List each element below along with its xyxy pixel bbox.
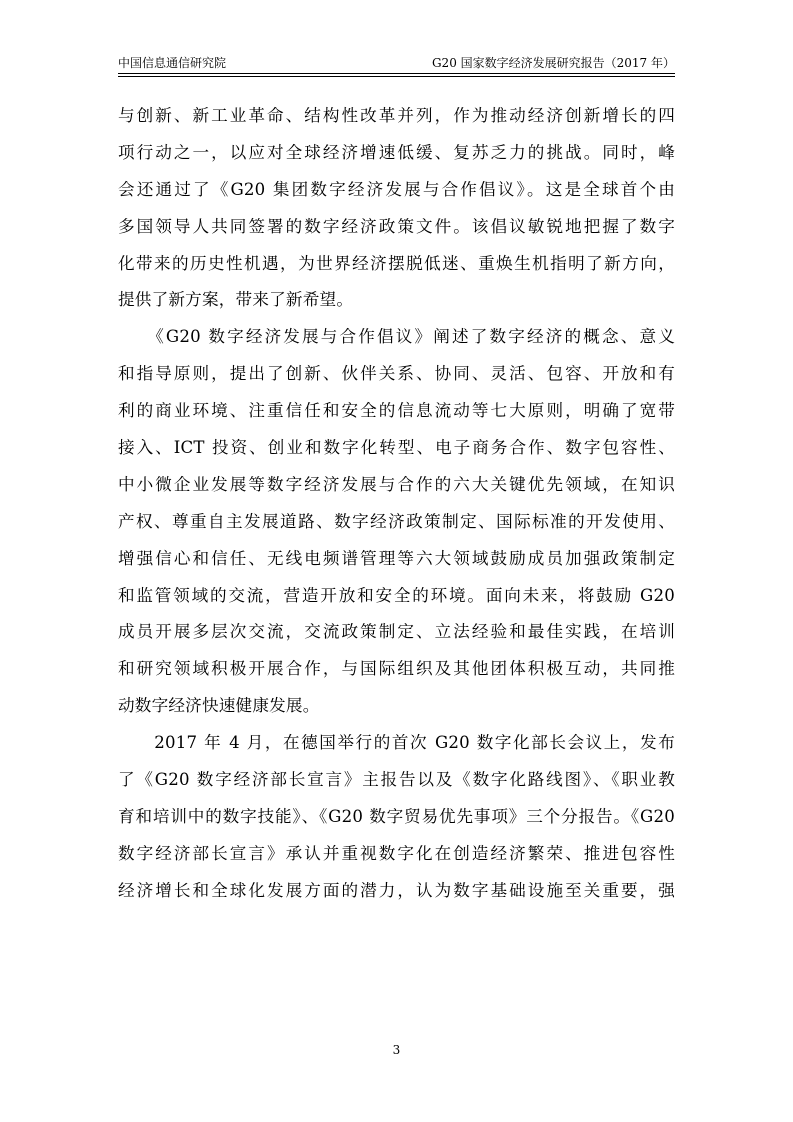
text-line: 2017 年 4 月，在德国举行的首次 G20 数字化部长会议上，发布	[118, 733, 675, 753]
running-header	[118, 54, 675, 72]
text-line: 项行动之一，以应对全球经济增速低缓、复苏乏力的挑战。同时，峰	[118, 142, 675, 162]
text-line: 增强信心和信任、无线电频谱管理等六大领域鼓励成员加强政策制定	[118, 548, 675, 568]
text-line: 化带来的历史性机遇，为世界经济摆脱低迷、重焕生机指明了新方向，	[118, 253, 675, 273]
header-organization: 中国信息通信研究院	[118, 56, 227, 70]
text-line: 会还通过了《G20 集团数字经济发展与合作倡议》。这是全球首个由	[118, 179, 675, 199]
text-line: 多国领导人共同签署的数字经济政策文件。该倡议敏锐地把握了数字	[118, 216, 675, 236]
header-rule	[118, 73, 675, 74]
text-line: 《G20 数字经济发展与合作倡议》阐述了数字经济的概念、意义	[118, 327, 675, 347]
header-rule-thin	[118, 76, 675, 77]
text-line: 育和培训中的数字技能》、《G20 数字贸易优先事项》三个分报告。《G20	[118, 806, 675, 826]
text-line: 提供了新方案，带来了新希望。	[118, 290, 354, 310]
text-line: 动数字经济快速健康发展。	[118, 696, 320, 716]
text-line: 与创新、新工业革命、结构性改革并列，作为推动经济创新增长的四	[118, 106, 675, 125]
text-line: 和监管领域的交流，营造开放和安全的环境。面向未来，将鼓励 G20	[118, 585, 675, 605]
text-line: 和指导原则，提出了创新、伙伴关系、协同、灵活、包容、开放和有	[118, 364, 675, 384]
text-line: 产权、尊重自主发展道路、数字经济政策制定、国际标准的开发使用、	[118, 511, 675, 531]
text-line: 成员开展多层次交流，交流政策制定、立法经验和最佳实践，在培训	[118, 622, 675, 642]
body-text	[118, 98, 675, 910]
text-line: 接入、ICT 投资、创业和数字化转型、电子商务合作、数字包容性、	[118, 438, 675, 458]
text-line: 和研究领域积极开展合作，与国际组织及其他团体积极互动，共同推	[118, 659, 675, 679]
text-line: 中小微企业发展等数字经济发展与合作的六大关键优先领域，在知识	[118, 474, 675, 494]
text-line: 利的商业环境、注重信任和安全的信息流动等七大原则，明确了宽带	[118, 401, 675, 421]
text-line: 经济增长和全球化发展方面的潜力，认为数字基础设施至关重要，强	[118, 880, 675, 900]
text-line: 数字经济部长宣言》承认并重视数字化在创造经济繁荣、推进包容性	[118, 843, 675, 863]
header-report-title: G20 国家数字经济发展研究报告（2017 年）	[431, 56, 675, 70]
page-number: 3	[392, 1043, 401, 1057]
text-line: 了《G20 数字经济部长宣言》主报告以及《数字化路线图》、《职业教	[118, 770, 675, 790]
